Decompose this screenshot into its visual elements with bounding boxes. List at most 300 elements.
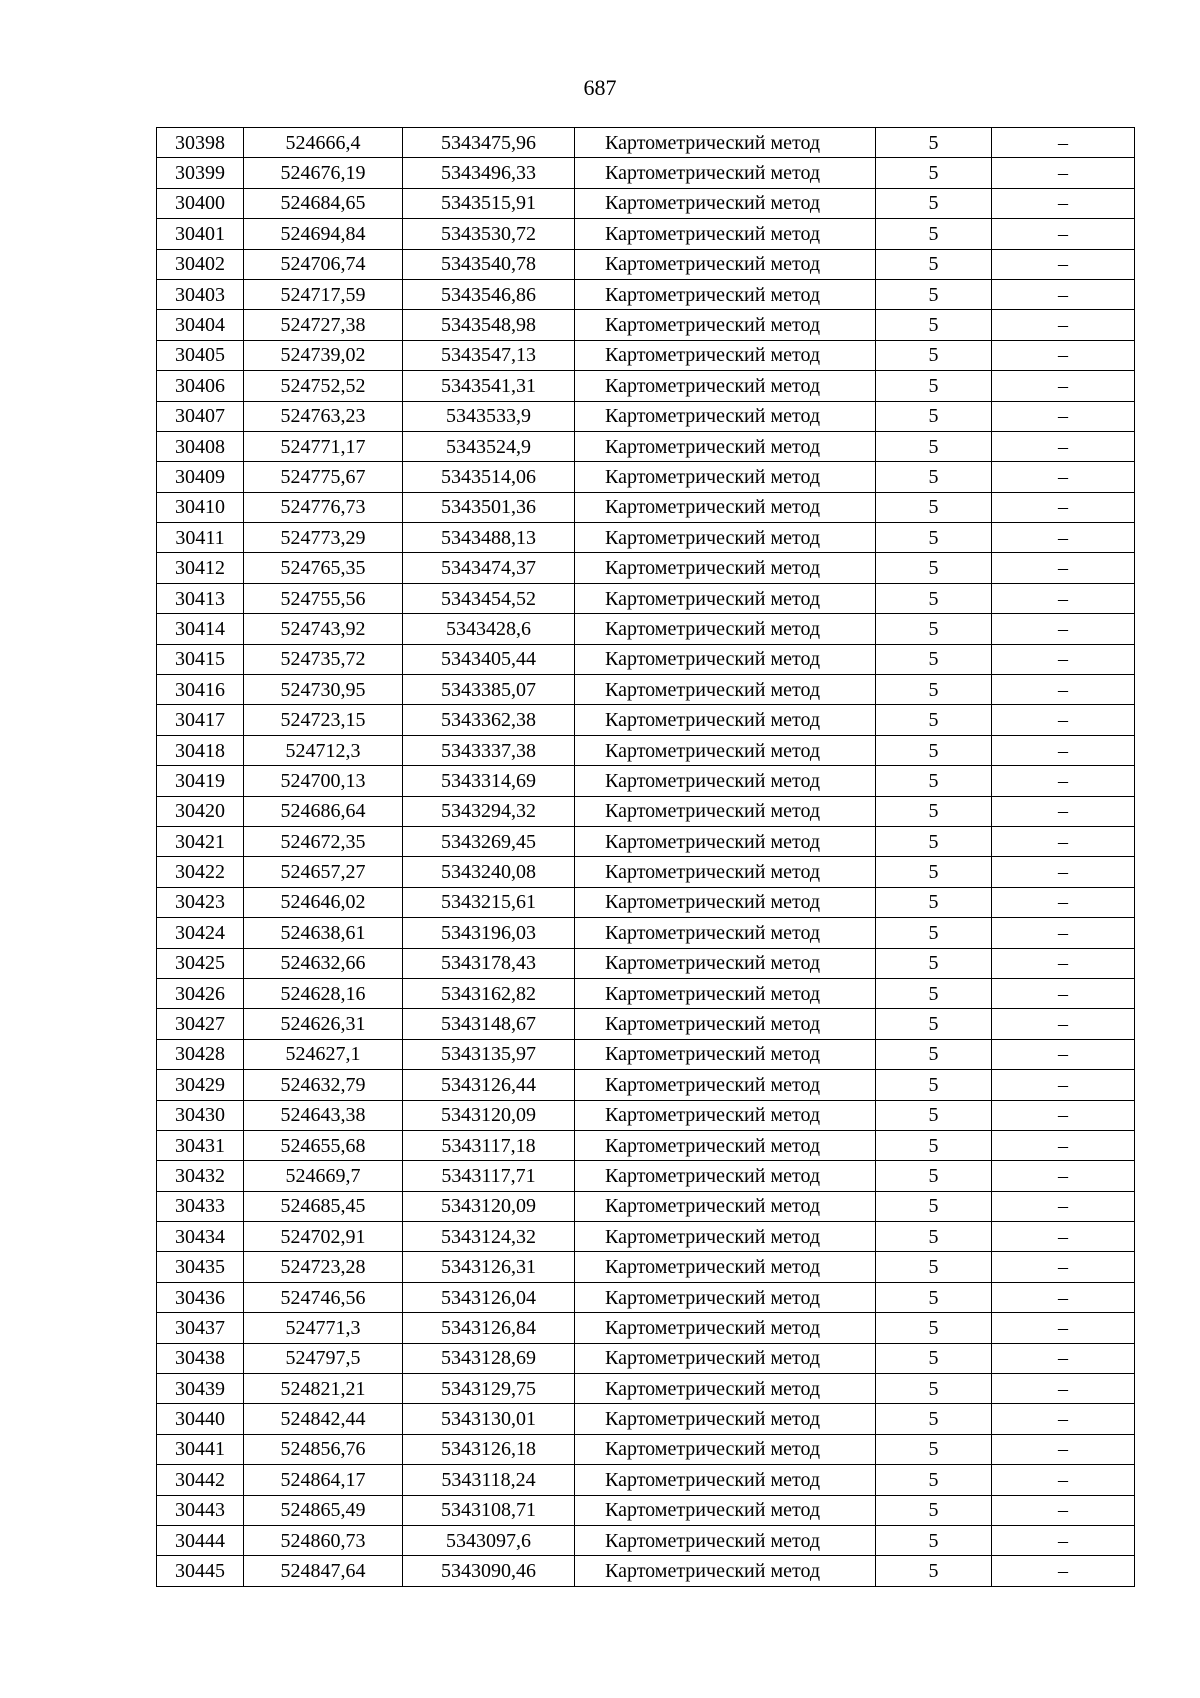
description-cell: –: [992, 887, 1135, 917]
x-coordinate-cell: 524727,38: [244, 310, 403, 340]
x-coordinate-cell: 524684,65: [244, 188, 403, 218]
x-coordinate-cell: 524638,61: [244, 918, 403, 948]
table-row: [157, 796, 1135, 826]
x-coordinate-cell: 524865,49: [244, 1495, 403, 1525]
method-cell: Картометрический метод: [575, 158, 876, 188]
accuracy-cell: 5: [876, 1009, 992, 1039]
description-cell: –: [992, 1374, 1135, 1404]
table-row: [157, 1313, 1135, 1343]
point-number-cell: 30398: [157, 128, 244, 158]
point-number-cell: 30417: [157, 705, 244, 735]
y-coordinate-cell: 5343148,67: [403, 1009, 575, 1039]
x-coordinate-cell: 524657,27: [244, 857, 403, 887]
x-coordinate-cell: 524632,79: [244, 1070, 403, 1100]
point-number-cell: 30436: [157, 1282, 244, 1312]
description-cell: –: [992, 1222, 1135, 1252]
table-row: [157, 1130, 1135, 1160]
accuracy-cell: 5: [876, 1374, 992, 1404]
table-row: [157, 431, 1135, 461]
point-number-cell: 30408: [157, 431, 244, 461]
method-cell: Картометрический метод: [575, 553, 876, 583]
x-coordinate-cell: 524771,3: [244, 1313, 403, 1343]
point-number-cell: 30404: [157, 310, 244, 340]
description-cell: –: [992, 948, 1135, 978]
accuracy-cell: 5: [876, 1525, 992, 1555]
accuracy-cell: 5: [876, 431, 992, 461]
point-number-cell: 30428: [157, 1039, 244, 1069]
table-row: [157, 978, 1135, 1008]
description-cell: –: [992, 1282, 1135, 1312]
y-coordinate-cell: 5343405,44: [403, 644, 575, 674]
y-coordinate-cell: 5343488,13: [403, 523, 575, 553]
y-coordinate-cell: 5343240,08: [403, 857, 575, 887]
method-cell: Картометрический метод: [575, 1465, 876, 1495]
accuracy-cell: 5: [876, 279, 992, 309]
description-cell: –: [992, 1100, 1135, 1130]
accuracy-cell: 5: [876, 705, 992, 735]
accuracy-cell: 5: [876, 1495, 992, 1525]
description-cell: –: [992, 431, 1135, 461]
accuracy-cell: 5: [876, 948, 992, 978]
point-number-cell: 30414: [157, 614, 244, 644]
x-coordinate-cell: 524627,1: [244, 1039, 403, 1069]
table-row: [157, 644, 1135, 674]
point-number-cell: 30410: [157, 492, 244, 522]
method-cell: Картометрический метод: [575, 523, 876, 553]
y-coordinate-cell: 5343548,98: [403, 310, 575, 340]
point-number-cell: 30433: [157, 1191, 244, 1221]
method-cell: Картометрический метод: [575, 857, 876, 887]
method-cell: Картометрический метод: [575, 1282, 876, 1312]
point-number-cell: 30411: [157, 523, 244, 553]
accuracy-cell: 5: [876, 310, 992, 340]
y-coordinate-cell: 5343126,04: [403, 1282, 575, 1312]
accuracy-cell: 5: [876, 401, 992, 431]
accuracy-cell: 5: [876, 614, 992, 644]
description-cell: –: [992, 1252, 1135, 1282]
point-number-cell: 30418: [157, 735, 244, 765]
table-row: [157, 1100, 1135, 1130]
description-cell: –: [992, 978, 1135, 1008]
y-coordinate-cell: 5343294,32: [403, 796, 575, 826]
point-number-cell: 30405: [157, 340, 244, 370]
y-coordinate-cell: 5343454,52: [403, 583, 575, 613]
table-row: [157, 735, 1135, 765]
table-row: [157, 675, 1135, 705]
accuracy-cell: 5: [876, 188, 992, 218]
y-coordinate-cell: 5343533,9: [403, 401, 575, 431]
table-row: [157, 219, 1135, 249]
point-number-cell: 30439: [157, 1374, 244, 1404]
description-cell: –: [992, 1009, 1135, 1039]
x-coordinate-cell: 524628,16: [244, 978, 403, 1008]
table-row: [157, 1465, 1135, 1495]
accuracy-cell: 5: [876, 1070, 992, 1100]
accuracy-cell: 5: [876, 128, 992, 158]
method-cell: Картометрический метод: [575, 766, 876, 796]
description-cell: –: [992, 796, 1135, 826]
method-cell: Картометрический метод: [575, 1313, 876, 1343]
description-cell: –: [992, 1070, 1135, 1100]
y-coordinate-cell: 5343540,78: [403, 249, 575, 279]
table-row: [157, 1343, 1135, 1373]
accuracy-cell: 5: [876, 1039, 992, 1069]
description-cell: –: [992, 705, 1135, 735]
x-coordinate-cell: 524763,23: [244, 401, 403, 431]
table-row: [157, 158, 1135, 188]
accuracy-cell: 5: [876, 766, 992, 796]
table-row: [157, 1495, 1135, 1525]
method-cell: Картометрический метод: [575, 978, 876, 1008]
y-coordinate-cell: 5343090,46: [403, 1556, 575, 1586]
method-cell: Картометрический метод: [575, 1039, 876, 1069]
table-row: [157, 553, 1135, 583]
table-row: [157, 1009, 1135, 1039]
method-cell: Картометрический метод: [575, 1525, 876, 1555]
y-coordinate-cell: 5343337,38: [403, 735, 575, 765]
accuracy-cell: 5: [876, 1222, 992, 1252]
x-coordinate-cell: 524669,7: [244, 1161, 403, 1191]
coordinates-table-body: [157, 128, 1135, 1587]
accuracy-cell: 5: [876, 249, 992, 279]
method-cell: Картометрический метод: [575, 371, 876, 401]
point-number-cell: 30402: [157, 249, 244, 279]
point-number-cell: 30431: [157, 1130, 244, 1160]
accuracy-cell: 5: [876, 462, 992, 492]
description-cell: –: [992, 1556, 1135, 1586]
x-coordinate-cell: 524702,91: [244, 1222, 403, 1252]
description-cell: –: [992, 735, 1135, 765]
table-row: [157, 1556, 1135, 1586]
accuracy-cell: 5: [876, 1465, 992, 1495]
x-coordinate-cell: 524712,3: [244, 735, 403, 765]
point-number-cell: 30426: [157, 978, 244, 1008]
description-cell: –: [992, 826, 1135, 856]
accuracy-cell: 5: [876, 826, 992, 856]
y-coordinate-cell: 5343514,06: [403, 462, 575, 492]
accuracy-cell: 5: [876, 1282, 992, 1312]
description-cell: –: [992, 371, 1135, 401]
table-row: [157, 523, 1135, 553]
x-coordinate-cell: 524755,56: [244, 583, 403, 613]
x-coordinate-cell: 524860,73: [244, 1525, 403, 1555]
table-row: [157, 766, 1135, 796]
table-row: [157, 371, 1135, 401]
accuracy-cell: 5: [876, 523, 992, 553]
x-coordinate-cell: 524655,68: [244, 1130, 403, 1160]
y-coordinate-cell: 5343126,44: [403, 1070, 575, 1100]
table-row: [157, 340, 1135, 370]
description-cell: –: [992, 644, 1135, 674]
table-row: [157, 1191, 1135, 1221]
method-cell: Картометрический метод: [575, 219, 876, 249]
table-row: [157, 918, 1135, 948]
point-number-cell: 30443: [157, 1495, 244, 1525]
point-number-cell: 30400: [157, 188, 244, 218]
method-cell: Картометрический метод: [575, 1130, 876, 1160]
y-coordinate-cell: 5343474,37: [403, 553, 575, 583]
x-coordinate-cell: 524723,28: [244, 1252, 403, 1282]
table-row: [157, 1282, 1135, 1312]
table-row: [157, 1434, 1135, 1464]
x-coordinate-cell: 524717,59: [244, 279, 403, 309]
method-cell: Картометрический метод: [575, 614, 876, 644]
table-row: [157, 583, 1135, 613]
y-coordinate-cell: 5343196,03: [403, 918, 575, 948]
method-cell: Картометрический метод: [575, 492, 876, 522]
method-cell: Картометрический метод: [575, 462, 876, 492]
description-cell: –: [992, 188, 1135, 218]
method-cell: Картометрический метод: [575, 188, 876, 218]
accuracy-cell: 5: [876, 857, 992, 887]
y-coordinate-cell: 5343129,75: [403, 1374, 575, 1404]
x-coordinate-cell: 524700,13: [244, 766, 403, 796]
y-coordinate-cell: 5343515,91: [403, 188, 575, 218]
coordinates-table: [156, 127, 1135, 1587]
x-coordinate-cell: 524776,73: [244, 492, 403, 522]
accuracy-cell: 5: [876, 675, 992, 705]
table-row: [157, 948, 1135, 978]
x-coordinate-cell: 524646,02: [244, 887, 403, 917]
description-cell: –: [992, 279, 1135, 309]
description-cell: –: [992, 128, 1135, 158]
method-cell: Картометрический метод: [575, 1556, 876, 1586]
description-cell: –: [992, 766, 1135, 796]
y-coordinate-cell: 5343385,07: [403, 675, 575, 705]
accuracy-cell: 5: [876, 644, 992, 674]
point-number-cell: 30412: [157, 553, 244, 583]
table-row: [157, 279, 1135, 309]
method-cell: Картометрический метод: [575, 705, 876, 735]
method-cell: Картометрический метод: [575, 583, 876, 613]
x-coordinate-cell: 524730,95: [244, 675, 403, 705]
method-cell: Картометрический метод: [575, 1070, 876, 1100]
accuracy-cell: 5: [876, 158, 992, 188]
method-cell: Картометрический метод: [575, 1161, 876, 1191]
point-number-cell: 30444: [157, 1525, 244, 1555]
method-cell: Картометрический метод: [575, 1009, 876, 1039]
accuracy-cell: 5: [876, 1161, 992, 1191]
accuracy-cell: 5: [876, 1313, 992, 1343]
y-coordinate-cell: 5343108,71: [403, 1495, 575, 1525]
description-cell: –: [992, 583, 1135, 613]
description-cell: –: [992, 219, 1135, 249]
method-cell: Картометрический метод: [575, 1374, 876, 1404]
point-number-cell: 30438: [157, 1343, 244, 1373]
x-coordinate-cell: 524643,38: [244, 1100, 403, 1130]
description-cell: –: [992, 553, 1135, 583]
x-coordinate-cell: 524773,29: [244, 523, 403, 553]
x-coordinate-cell: 524685,45: [244, 1191, 403, 1221]
table-row: [157, 1525, 1135, 1555]
x-coordinate-cell: 524746,56: [244, 1282, 403, 1312]
point-number-cell: 30442: [157, 1465, 244, 1495]
y-coordinate-cell: 5343269,45: [403, 826, 575, 856]
x-coordinate-cell: 524735,72: [244, 644, 403, 674]
y-coordinate-cell: 5343135,97: [403, 1039, 575, 1069]
table-row: [157, 188, 1135, 218]
method-cell: Картометрический метод: [575, 1252, 876, 1282]
point-number-cell: 30422: [157, 857, 244, 887]
point-number-cell: 30415: [157, 644, 244, 674]
method-cell: Картометрический метод: [575, 401, 876, 431]
description-cell: –: [992, 1161, 1135, 1191]
description-cell: –: [992, 918, 1135, 948]
accuracy-cell: 5: [876, 553, 992, 583]
x-coordinate-cell: 524632,66: [244, 948, 403, 978]
x-coordinate-cell: 524739,02: [244, 340, 403, 370]
point-number-cell: 30432: [157, 1161, 244, 1191]
point-number-cell: 30407: [157, 401, 244, 431]
point-number-cell: 30440: [157, 1404, 244, 1434]
x-coordinate-cell: 524847,64: [244, 1556, 403, 1586]
table-row: [157, 492, 1135, 522]
description-cell: –: [992, 1343, 1135, 1373]
y-coordinate-cell: 5343530,72: [403, 219, 575, 249]
x-coordinate-cell: 524842,44: [244, 1404, 403, 1434]
method-cell: Картометрический метод: [575, 887, 876, 917]
point-number-cell: 30413: [157, 583, 244, 613]
x-coordinate-cell: 524771,17: [244, 431, 403, 461]
accuracy-cell: 5: [876, 735, 992, 765]
method-cell: Картометрический метод: [575, 128, 876, 158]
description-cell: –: [992, 1191, 1135, 1221]
y-coordinate-cell: 5343130,01: [403, 1404, 575, 1434]
x-coordinate-cell: 524775,67: [244, 462, 403, 492]
table-row: [157, 310, 1135, 340]
table-row: [157, 887, 1135, 917]
y-coordinate-cell: 5343126,31: [403, 1252, 575, 1282]
table-row: [157, 462, 1135, 492]
description-cell: –: [992, 857, 1135, 887]
method-cell: Картометрический метод: [575, 249, 876, 279]
accuracy-cell: 5: [876, 371, 992, 401]
table-row: [157, 128, 1135, 158]
point-number-cell: 30434: [157, 1222, 244, 1252]
y-coordinate-cell: 5343128,69: [403, 1343, 575, 1373]
x-coordinate-cell: 524797,5: [244, 1343, 403, 1373]
accuracy-cell: 5: [876, 219, 992, 249]
description-cell: –: [992, 340, 1135, 370]
accuracy-cell: 5: [876, 583, 992, 613]
y-coordinate-cell: 5343178,43: [403, 948, 575, 978]
method-cell: Картометрический метод: [575, 340, 876, 370]
description-cell: –: [992, 1313, 1135, 1343]
x-coordinate-cell: 524752,52: [244, 371, 403, 401]
x-coordinate-cell: 524672,35: [244, 826, 403, 856]
description-cell: –: [992, 249, 1135, 279]
accuracy-cell: 5: [876, 492, 992, 522]
point-number-cell: 30419: [157, 766, 244, 796]
method-cell: Картометрический метод: [575, 644, 876, 674]
y-coordinate-cell: 5343097,6: [403, 1525, 575, 1555]
y-coordinate-cell: 5343117,18: [403, 1130, 575, 1160]
description-cell: –: [992, 1495, 1135, 1525]
description-cell: –: [992, 523, 1135, 553]
x-coordinate-cell: 524856,76: [244, 1434, 403, 1464]
y-coordinate-cell: 5343120,09: [403, 1100, 575, 1130]
y-coordinate-cell: 5343162,82: [403, 978, 575, 1008]
x-coordinate-cell: 524706,74: [244, 249, 403, 279]
description-cell: –: [992, 1130, 1135, 1160]
method-cell: Картометрический метод: [575, 1434, 876, 1464]
description-cell: –: [992, 310, 1135, 340]
method-cell: Картометрический метод: [575, 1191, 876, 1221]
y-coordinate-cell: 5343124,32: [403, 1222, 575, 1252]
accuracy-cell: 5: [876, 340, 992, 370]
method-cell: Картометрический метод: [575, 1404, 876, 1434]
accuracy-cell: 5: [876, 887, 992, 917]
table-row: [157, 1252, 1135, 1282]
description-cell: –: [992, 1404, 1135, 1434]
y-coordinate-cell: 5343475,96: [403, 128, 575, 158]
table-row: [157, 1374, 1135, 1404]
point-number-cell: 30409: [157, 462, 244, 492]
point-number-cell: 30425: [157, 948, 244, 978]
point-number-cell: 30441: [157, 1434, 244, 1464]
y-coordinate-cell: 5343126,18: [403, 1434, 575, 1464]
description-cell: –: [992, 1465, 1135, 1495]
x-coordinate-cell: 524676,19: [244, 158, 403, 188]
x-coordinate-cell: 524626,31: [244, 1009, 403, 1039]
point-number-cell: 30430: [157, 1100, 244, 1130]
point-number-cell: 30435: [157, 1252, 244, 1282]
accuracy-cell: 5: [876, 1100, 992, 1130]
x-coordinate-cell: 524864,17: [244, 1465, 403, 1495]
method-cell: Картометрический метод: [575, 431, 876, 461]
y-coordinate-cell: 5343362,38: [403, 705, 575, 735]
point-number-cell: 30437: [157, 1313, 244, 1343]
table-row: [157, 249, 1135, 279]
x-coordinate-cell: 524666,4: [244, 128, 403, 158]
y-coordinate-cell: 5343428,6: [403, 614, 575, 644]
y-coordinate-cell: 5343117,71: [403, 1161, 575, 1191]
method-cell: Картометрический метод: [575, 918, 876, 948]
y-coordinate-cell: 5343541,31: [403, 371, 575, 401]
method-cell: Картометрический метод: [575, 796, 876, 826]
y-coordinate-cell: 5343501,36: [403, 492, 575, 522]
point-number-cell: 30423: [157, 887, 244, 917]
description-cell: –: [992, 462, 1135, 492]
y-coordinate-cell: 5343547,13: [403, 340, 575, 370]
description-cell: –: [992, 401, 1135, 431]
y-coordinate-cell: 5343126,84: [403, 1313, 575, 1343]
table-row: [157, 614, 1135, 644]
accuracy-cell: 5: [876, 1556, 992, 1586]
x-coordinate-cell: 524686,64: [244, 796, 403, 826]
method-cell: Картометрический метод: [575, 1343, 876, 1373]
method-cell: Картометрический метод: [575, 310, 876, 340]
method-cell: Картометрический метод: [575, 826, 876, 856]
method-cell: Картометрический метод: [575, 735, 876, 765]
description-cell: –: [992, 1434, 1135, 1464]
table-row: [157, 826, 1135, 856]
x-coordinate-cell: 524765,35: [244, 553, 403, 583]
accuracy-cell: 5: [876, 1434, 992, 1464]
accuracy-cell: 5: [876, 1404, 992, 1434]
y-coordinate-cell: 5343120,09: [403, 1191, 575, 1221]
table-row: [157, 1161, 1135, 1191]
accuracy-cell: 5: [876, 1252, 992, 1282]
x-coordinate-cell: 524694,84: [244, 219, 403, 249]
y-coordinate-cell: 5343314,69: [403, 766, 575, 796]
point-number-cell: 30399: [157, 158, 244, 188]
y-coordinate-cell: 5343496,33: [403, 158, 575, 188]
point-number-cell: 30420: [157, 796, 244, 826]
table-row: [157, 1404, 1135, 1434]
description-cell: –: [992, 158, 1135, 188]
x-coordinate-cell: 524723,15: [244, 705, 403, 735]
